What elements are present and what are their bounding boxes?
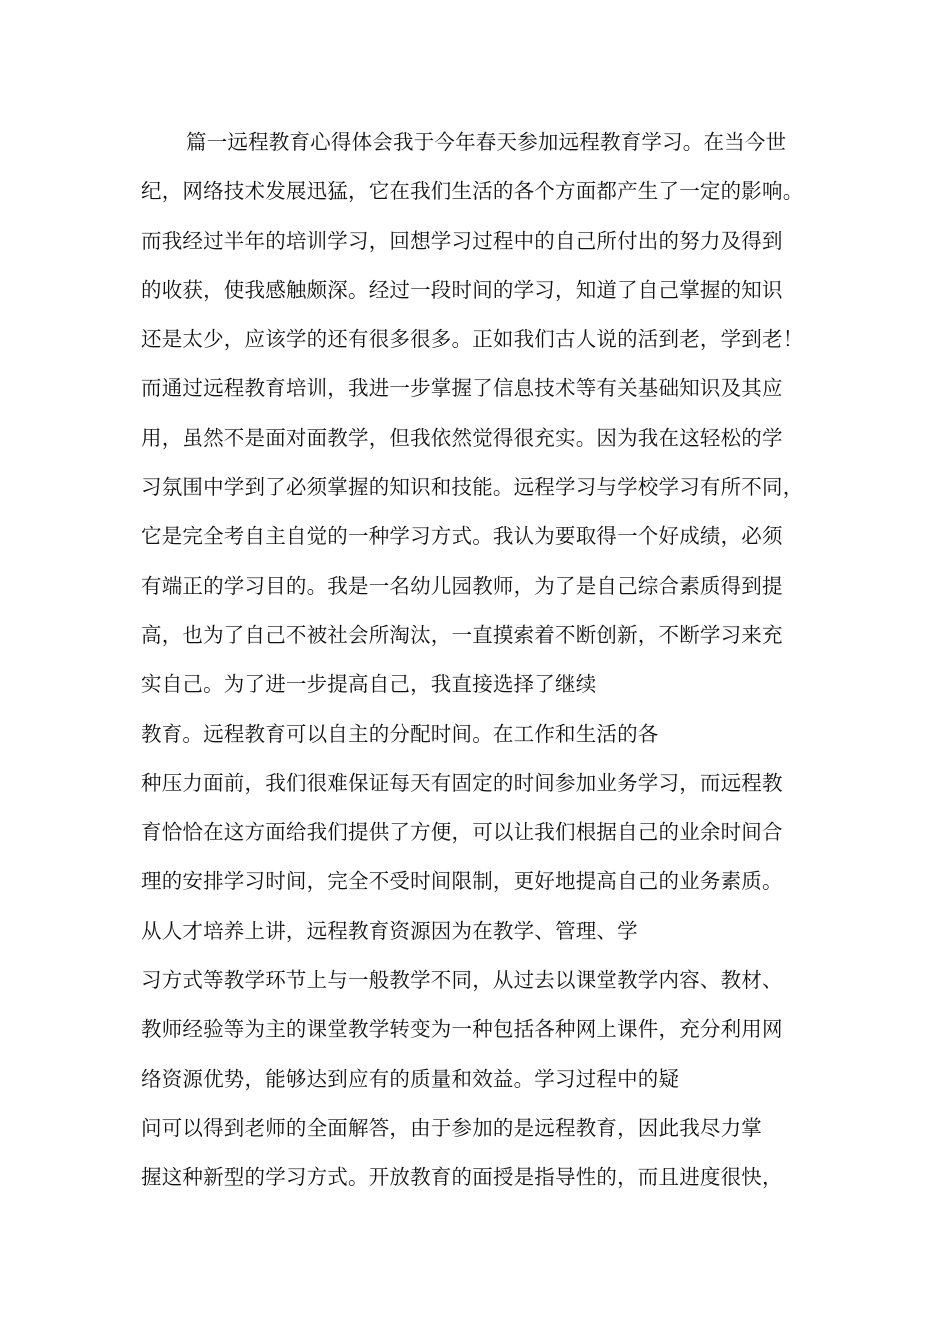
text-line: 还是太少，应该学的还有很多很多。正如我们古人说的活到老，学到老！ <box>141 327 804 352</box>
text-line: 理的安排学习时间，完全不受时间限制，更好地提高自己的业务素质。 <box>141 869 783 894</box>
text-line: 的收获，使我感触颇深。经过一段时间的学习，知道了自己掌握的知识 <box>141 277 783 302</box>
text-line: 从人才培养上讲，远程教育资源因为在教学、管理、学 <box>141 918 638 943</box>
text-line: 用，虽然不是面对面教学，但我依然觉得很充实。因为我在这轻松的学 <box>141 425 783 450</box>
text-line: 握这种新型的学习方式。开放教育的面授是指导性的，而且进度很快， <box>141 1165 783 1190</box>
text-line: 络资源优势，能够达到应有的质量和效益。学习过程中的疑 <box>141 1066 680 1091</box>
text-line: 问可以得到老师的全面解答，由于参加的是远程教育，因此我尽力掌 <box>141 1115 762 1140</box>
text-line: 而通过远程教育培训，我进一步掌握了信息技术等有关基础知识及其应 <box>141 376 783 401</box>
text-line: 纪，网络技术发展迅猛，它在我们生活的各个方面都产生了一定的影响。 <box>141 179 804 204</box>
text-line: 它是完全考自主自觉的一种学习方式。我认为要取得一个好成绩，必须 <box>141 524 783 549</box>
body-text <box>141 118 821 1203</box>
text-line: 习方式等教学环节上与一般教学不同，从过去以课堂教学内容、教材、 <box>141 968 783 993</box>
text-line: 教师经验等为主的课堂教学转变为一种包括各种网上课件，充分利用网 <box>141 1017 783 1042</box>
text-line: 篇一远程教育心得体会我于今年春天参加远程教育学习。在当今世 <box>186 130 787 154</box>
text-line: 实自己。为了进一步提高自己，我直接选择了继续 <box>141 672 597 697</box>
text-line: 育恰恰在这方面给我们提供了方便，可以让我们根据自己的业余时间合 <box>141 820 783 845</box>
text-line: 习氛围中学到了必须掌握的知识和技能。远程学习与学校学习有所不同， <box>141 475 804 500</box>
text-line: 种压力面前，我们很难保证每天有固定的时间参加业务学习，而远程教 <box>141 770 783 795</box>
text-line: 而我经过半年的培训学习，回想学习过程中的自己所付出的努力及得到 <box>141 228 783 253</box>
text-line: 有端正的学习目的。我是一名幼儿园教师，为了是自己综合素质得到提 <box>141 573 783 598</box>
text-line: 高，也为了自己不被社会所淘汰，一直摸索着不断创新，不断学习来充 <box>141 622 783 647</box>
text-line: 教育。远程教育可以自主的分配时间。在工作和生活的各 <box>141 721 659 746</box>
